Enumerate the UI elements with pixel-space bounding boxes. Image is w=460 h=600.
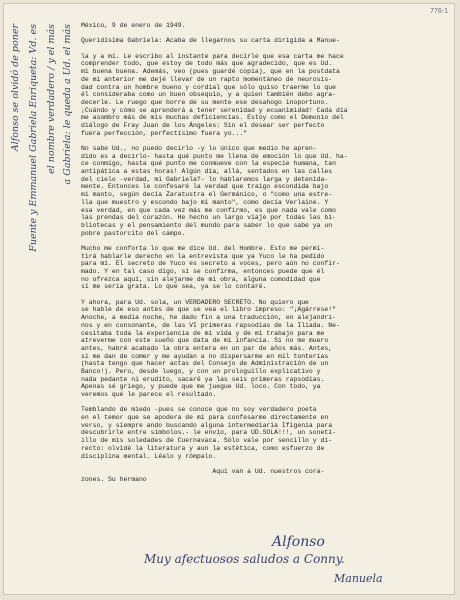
letter-line: mado. Y en tal caso digo, si se confirma, entonces puede que él [81, 268, 325, 275]
paragraph-gap [81, 460, 455, 468]
letter-line: de mi anterior me dejé llevar de un rapto momentáneo de neurosis- [81, 75, 333, 83]
letter-line: Temblando de miedo -pues se conoce que no soy verdadero poeta [81, 406, 317, 414]
letter-line: para mí. El secreto de Yuco es secreto a voces, pero aún no confir- [81, 260, 340, 268]
letter-line: decerle. Le ruego que borre de su mente ese desahogo inoportuno. [81, 98, 329, 106]
letter-line: verso, y siempre ando buscando alguna intermediaria Ifigenia para [81, 421, 333, 429]
letter-line: dad contra un hombre bueno y cordial que sólo quiso traerme lo que [81, 83, 336, 91]
letter-line: Y ahora, para Ud. sola, un VERDADERO SECRETO. No quiero que [81, 298, 309, 306]
letter-line: Anoche, a media noche, he dado fin a una traducción, en alejandri- [81, 314, 336, 322]
letter-line: ce conmigo, hasta qué punto me conmueve con la especie humana, tan [81, 160, 336, 168]
margin-note-line: Fuente y Emmanuel Gabriela Enriqueta: Vd. es [28, 24, 39, 252]
letter-line: veremos qué le parece el resultado. [81, 391, 217, 398]
handwritten-signature-manuela: Manuela [334, 572, 383, 585]
signature: Alfonso [272, 534, 325, 550]
letter-line: nos y en consonante, de las VI primeras rapsodias de la Ilíada. Ne- [81, 321, 340, 329]
letter-line: me asombro más de mis muchas deficiencias. Estoy como el Demonio del [81, 114, 344, 122]
letter-line: cesitaba toda la experiencia de mi vida y de mi trabajo para me [81, 329, 325, 337]
letter-line: disciplina mental. Léalo y rómpalo. [81, 452, 217, 460]
paragraph-gap [81, 291, 455, 299]
letter-line: mente. Entonces le confesaré la verdad que traigo escondida bajo [81, 183, 329, 191]
letter-line: si me dan de comer y me ayudan a no dispersarme en mil tonterías [81, 352, 329, 360]
letter-line: (hasta tengo que hacer actas del Consejo de Administración de un [81, 360, 329, 368]
letter-line: del cielo -verdad, mi Gabriela?- lo hablaremos larga y detenida- [81, 175, 329, 183]
letter-line: antipática a estas horas! Algún día, allá, sentados en las calles [81, 168, 333, 176]
paragraph-gap [81, 237, 455, 245]
margin-note-line: el nombre verdadero / y el más [46, 24, 57, 174]
letter-line: bliotecas y el pensamiento del mundo para saber lo que sabe ya un [81, 221, 333, 229]
letter-line: recto: olvidé la literatura y aun la estética, como esfuerzo de [81, 444, 325, 452]
letter-line: él consideraba como un buen obsequio, y a quien también debo agra- [81, 91, 336, 99]
letter-line: sí me sería grata. Lo que sea, ya se lo contaré. [81, 283, 267, 291]
letter-line: no ofrezca aquí, sin alejarme de mi obra, alguna comodidad que [81, 275, 321, 283]
letter-page [3, 3, 455, 595]
letter-line: comprender todo, que estoy de todo más que agradecido, que es Ud. [81, 60, 333, 68]
letter-line: las prendas del corazón. He hecho un largo viaje por todas las bi- [81, 214, 336, 222]
letter-line: illo de mis soledades de Cuernavaca. Sólo vale por sencillo y di- [81, 437, 333, 445]
letter-line: No sabe Ud., no puedo decirlo -y lo único que medio he apren- [81, 145, 317, 152]
letter-line: antes, habré acabado la obra entera en un par de años más. Antes, [81, 344, 333, 352]
letter-line: la y a mí. Le escribo al instante para decirle que esa carta me hace [81, 52, 344, 60]
letter-line: ¡Cuándo y cómo se aprenderá a tener serenidad y ecuanimidad! Cada día [81, 106, 348, 114]
letter-line: tirá hablarle derecho en la entrevista que ya Yuco le ha pedido [81, 252, 325, 260]
letter-line: Aquí van a Ud. nuestros cora- [81, 467, 325, 475]
letter-line: lla que muestro y escondo bajo mi manto", como decía Verlaine. Y [81, 198, 329, 206]
letter-line: pobre pastorcito del campo. [81, 229, 186, 237]
archive-reference: 776-1 [430, 8, 448, 15]
letter-line: mi manto, según decía Zaratustra el Germánico, o "como una estre- [81, 191, 333, 199]
paragraph-gap [81, 30, 455, 38]
letter-line: fuera perfección, perfectísimo fuera yo..." [81, 129, 248, 137]
letter-line: zones. Su hermano [81, 475, 147, 483]
paragraph-gap [81, 399, 455, 407]
paragraph-gap [81, 137, 455, 145]
letter-line: Banco!). Pero, desde luego, y con un prologuillo explicativo y [81, 367, 321, 375]
letter-line: mi buena buena. Además, veo (pues guardé copia), que en la postdata [81, 68, 340, 76]
letter-line: se hable de eso antes de que se vea el libro impreso: "¡Agárrese!" [81, 306, 336, 314]
letter-line: esa verdad, en que cada vez más me confirmo, es que nada vale como [81, 206, 336, 214]
letter-line: en el temor que se apodera de mí para confesarme directamente en [81, 414, 329, 422]
letter-line: Apenas sé griego, y puede que me juegue Ud. loco. Con todo, ya [81, 383, 321, 391]
typed-letter-body [81, 22, 455, 483]
handwritten-margin-note [8, 24, 78, 595]
letter-line: dido es a decirlo- hasta qué punto me llena de emoción lo que Ud. ha- [81, 152, 348, 160]
letter-line: atreverme con este sueño que data de mi infancia. Si no me muero [81, 337, 329, 345]
letter-line: México, 9 de enero de 1949. [81, 22, 186, 29]
letter-line: Mucho me conforta lo que me dice Ud. del Hombre. Esto me permi- [81, 244, 325, 252]
paragraph-gap [81, 45, 455, 53]
letter-line: nada pedante ni erudito, sacaré ya las seis primeras rapsodias. [81, 375, 325, 383]
letter-line: descubrirle entre símbolos.- le envío, para UD.SOLA!!!, un sonetí- [81, 429, 336, 437]
margin-note-line: Alfonso se olvidó de poner [10, 24, 21, 152]
letter-line: diálogo de Fray Juan de los Ángeles: Sin el desear ser perfecto [81, 121, 325, 129]
handwritten-closing: Muy afectuosos saludos a Conny. [144, 552, 345, 566]
letter-line: Queridísima Gabriela: Acaba de llegarnos su carta dirigida a Manue- [81, 37, 340, 45]
margin-note-line: a Gabriela: le queda a Ud. el más [62, 24, 73, 185]
